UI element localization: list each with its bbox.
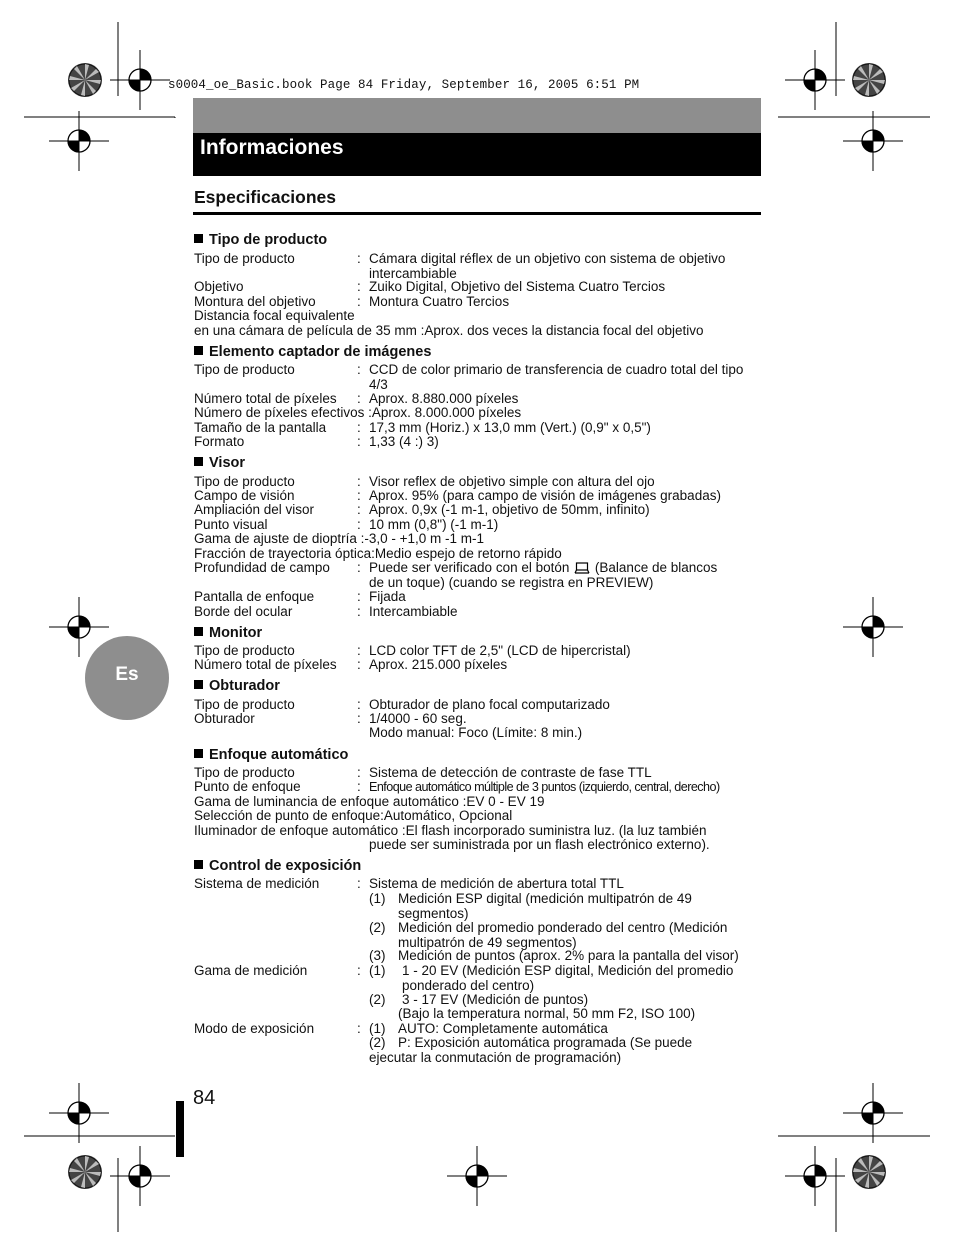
subitem-number: (2) [369, 1035, 386, 1050]
spec-line: en una cámara de película de 35 mm :Aprox. dos veces la distancia focal del objetivo [194, 323, 704, 338]
spec-heading-visor [194, 455, 245, 472]
heading-text: Tipo de producto [209, 232, 328, 248]
spec-row: Número total de píxeles : Aprox. 8.880.000 píxeles [194, 392, 764, 407]
spec-value: Aprox. 0,9x (-1 m-1, objetivo de 50mm, infinito) [369, 502, 650, 517]
spec-label: Tipo de producto [194, 643, 295, 658]
spec-label: Ampliación del visor [194, 502, 315, 517]
spec-row: Ampliación del visor : Aprox. 0,9x (-1 m-1, objetivo de 50mm, infinito) [194, 503, 764, 518]
spec-value: 10 mm (0,8") (-1 m-1) [369, 517, 499, 532]
heading-text: Obturador [209, 678, 280, 694]
registration-mark-icon [49, 111, 109, 171]
square-bullet-icon [194, 234, 203, 243]
section-rule [193, 212, 761, 215]
registration-mark-icon [843, 597, 903, 657]
spec-value: Cámara digital réflex de un objetivo con sistema de objetivo intercambiable [369, 251, 726, 281]
spec-label: Número total de píxeles [194, 657, 337, 672]
spec-value-text: Puede ser verificado con el botón [369, 560, 570, 575]
spec-row: Tipo de producto : CCD de color primario de transferencia de cuadro total del tipo 4/3 [194, 363, 764, 392]
subitem-text: Medición de puntos (aprox. 2% para la pantalla del visor) [398, 948, 739, 963]
spec-row: Sistema de medición : Sistema de medición de abertura total TTL [194, 877, 764, 892]
spec-value: Aprox. 95% (para campo de visión de imágenes grabadas) [369, 488, 721, 503]
subitem-number: (1) [369, 1021, 386, 1036]
spec-line: Gama de luminancia de enfoque automático :EV 0 - EV 19 [194, 794, 545, 809]
spec-subitem [369, 1036, 769, 1051]
subitem-text: P: Exposición automática programada (Se puede [398, 1035, 693, 1050]
spec-value: Montura Cuatro Tercios [369, 294, 510, 309]
spec-subitem [369, 921, 754, 950]
spec-row: Objetivo : Zuiko Digital, Objetivo del Sistema Cuatro Tercios [194, 280, 764, 295]
square-bullet-icon [194, 346, 203, 355]
spec-value: 1,33 (4 :) 3) [369, 434, 439, 449]
spec-value: LCD color TFT de 2,5" (LCD de hipercristal) [369, 643, 631, 658]
heading-text: Visor [209, 455, 246, 471]
subitem-text: Medición ESP digital (medición multipatrón de 49 segmentos) [398, 891, 692, 921]
spec-line: de un toque) (cuando se registra en PREVIEW) [369, 575, 654, 590]
spec-value: Sistema de medición de abertura total TTL [369, 876, 624, 891]
chapter-band-top [193, 98, 761, 133]
spec-value: Zuiko Digital, Objetivo del Sistema Cuatro Tercios [369, 279, 666, 294]
spec-row: Punto visual : 10 mm (0,8") (-1 m-1) [194, 518, 764, 533]
spec-label: Tipo de producto [194, 362, 295, 377]
spec-line: Modo manual: Foco (Límite: 8 min.) [369, 725, 583, 740]
spec-subitem [369, 892, 699, 921]
spec-value: 1/4000 - 60 seg. [369, 711, 467, 726]
spec-line: Fracción de trayectoria óptica:Medio espejo de retorno rápido [194, 546, 562, 561]
spec-row: Formato : 1,33 (4 :) 3) [194, 435, 764, 450]
spec-line: Distancia focal equivalente [194, 308, 355, 323]
subitem-number: (1) [369, 891, 386, 906]
subitem-text: AUTO: Completamente automática [398, 1021, 608, 1036]
spec-label: Punto de enfoque [194, 779, 301, 794]
spec-label: Tipo de producto [194, 251, 295, 266]
spec-value: CCD de color primario de transferencia de cuadro total del tipo 4/3 [369, 362, 744, 392]
file-header: s0004_oe_Basic.book Page 84 Friday, September 16, 2005 6:51 PM [168, 78, 640, 92]
spec-label: Tipo de producto [194, 474, 295, 489]
spec-line: (Bajo la temperatura normal, 50 mm F2, ISO 100) [398, 1006, 696, 1021]
spec-label: Tipo de producto [194, 697, 295, 712]
spec-value: Aprox. 8.880.000 píxeles [369, 391, 519, 406]
registration-mark-icon [843, 1083, 903, 1143]
spec-heading-monitor [194, 625, 262, 642]
star-target-icon [68, 63, 102, 97]
spec-row: Tipo de producto : Sistema de detección de contraste de fase TTL [194, 766, 764, 781]
subitem-text: 1 - 20 EV (Medición ESP digital, Medición del promedio ponderado del centro) [402, 963, 734, 993]
spec-heading-exposicion [194, 858, 361, 875]
spec-row: Punto de enfoque : Enfoque automático múltiple de 3 puntos (izquierdo, central, derecho) [194, 780, 764, 795]
spec-value: 17,3 mm (Horiz.) x 13,0 mm (Vert.) (0,9" x 0,5") [369, 420, 651, 435]
spec-value: Obturador de plano focal computarizado [369, 697, 610, 712]
registration-mark-icon [110, 1146, 170, 1206]
spec-row: Montura del objetivo : Montura Cuatro Tercios [194, 295, 764, 310]
spec-label: Sistema de medición [194, 876, 320, 891]
star-target-icon [852, 63, 886, 97]
one-touch-wb-button-icon [574, 562, 590, 574]
chapter-title: Informaciones [200, 136, 344, 159]
registration-mark-icon [843, 111, 903, 171]
spec-row: Pantalla de enfoque : Fijada [194, 590, 764, 605]
spec-label: Borde del ocular [194, 604, 293, 619]
spec-row: Tipo de producto : Cámara digital réflex de un objetivo con sistema de objetivo intercambiable [194, 252, 764, 281]
star-target-icon [68, 1155, 102, 1189]
spec-row: Borde del ocular : Intercambiable [194, 605, 764, 620]
subitem-number: (3) [369, 948, 386, 963]
spec-label: Profundidad de campo [194, 560, 330, 575]
spec-line: Selección de punto de enfoque:Automático, Opcional [194, 808, 513, 823]
heading-text: Elemento captador de imágenes [209, 344, 432, 360]
spec-row: Tamaño de la pantalla : 17,3 mm (Horiz.) x 13,0 mm (Vert.) (0,9" x 0,5") [194, 421, 764, 436]
spec-value: Aprox. 215.000 píxeles [369, 657, 508, 672]
registration-mark-icon [110, 50, 170, 110]
spec-heading-obturador [194, 678, 280, 695]
page-edge-bar [176, 1101, 184, 1157]
page-number: 84 [193, 1087, 216, 1109]
spec-label: Modo de exposición [194, 1021, 315, 1036]
spec-value: Sistema de detección de contraste de fase TTL [369, 765, 652, 780]
spec-label: Campo de visión [194, 488, 295, 503]
square-bullet-icon [194, 860, 203, 869]
spec-label: Número total de píxeles [194, 391, 337, 406]
square-bullet-icon [194, 457, 203, 466]
spec-value: Enfoque automático múltiple de 3 puntos (izquierdo, central, derecho) [369, 780, 720, 794]
spec-row: Tipo de producto : Obturador de plano focal computarizado [194, 698, 764, 713]
spec-row: Campo de visión : Aprox. 95% (para campo de visión de imágenes grabadas) [194, 489, 764, 504]
subitem-number: (2) [369, 992, 386, 1007]
spec-row: Tipo de producto : LCD color TFT de 2,5" (LCD de hipercristal) [194, 644, 764, 659]
language-tab-label: Es [115, 664, 139, 685]
heading-text: Control de exposición [209, 858, 362, 874]
spec-line: ejecutar la conmutación de programación) [369, 1050, 622, 1065]
registration-mark-icon [49, 1083, 109, 1143]
spec-subitem [369, 964, 764, 993]
spec-label: Gama de medición [194, 963, 308, 978]
subitem-number: (1) [369, 963, 386, 978]
spec-value: Fijada [369, 589, 406, 604]
spec-heading-enfoque [194, 747, 348, 764]
spec-label: Tipo de producto [194, 765, 295, 780]
spec-value: Visor reflex de objetivo simple con altura del ojo [369, 474, 655, 489]
spec-line: puede ser suministrada por un flash electrónico externo). [369, 837, 710, 852]
square-bullet-icon [194, 680, 203, 689]
spec-row: Profundidad de campo : Puede ser verificado con el botón (Balance de blancos [194, 561, 764, 576]
heading-text: Monitor [209, 625, 263, 641]
spec-label: Tamaño de la pantalla [194, 420, 327, 435]
spec-value-text: (Balance de blancos [594, 560, 718, 575]
subitem-text: Medición del promedio ponderado del centro (Medición multipatrón de 49 segmentos) [398, 920, 728, 950]
spec-row: Número total de píxeles : Aprox. 215.000 píxeles [194, 658, 764, 673]
spec-heading-captador [194, 344, 431, 361]
spec-line: Gama de ajuste de dioptría :-3,0 - +1,0 m -1 m-1 [194, 531, 485, 546]
spec-label: Objetivo [194, 279, 244, 294]
spec-value [369, 561, 764, 576]
subitem-text: 3 - 17 EV (Medición de puntos) [402, 992, 589, 1007]
spec-label: Obturador [194, 711, 255, 726]
subitem-number: (2) [369, 920, 386, 935]
spec-row: Obturador : 1/4000 - 60 seg. [194, 712, 764, 727]
spec-label: Pantalla de enfoque [194, 589, 315, 604]
star-target-icon [852, 1155, 886, 1189]
section-title: Especificaciones [194, 187, 337, 207]
spec-line: Número de píxeles efectivos :Aprox. 8.000.000 píxeles [194, 405, 522, 420]
spec-label: Formato [194, 434, 245, 449]
spec-row: Tipo de producto : Visor reflex de objetivo simple con altura del ojo [194, 475, 764, 490]
heading-text: Enfoque automático [209, 747, 349, 763]
spec-subitem [369, 949, 789, 964]
square-bullet-icon [194, 749, 203, 758]
spec-value: Intercambiable [369, 604, 458, 619]
spec-label: Punto visual [194, 517, 268, 532]
spec-label: Montura del objetivo [194, 294, 316, 309]
spec-line: Iluminador de enfoque automático :El flash incorporado suministra luz. (la luz también [194, 823, 707, 838]
spec-heading-tipo [194, 232, 327, 249]
registration-mark-icon [447, 1146, 507, 1206]
square-bullet-icon [194, 627, 203, 636]
